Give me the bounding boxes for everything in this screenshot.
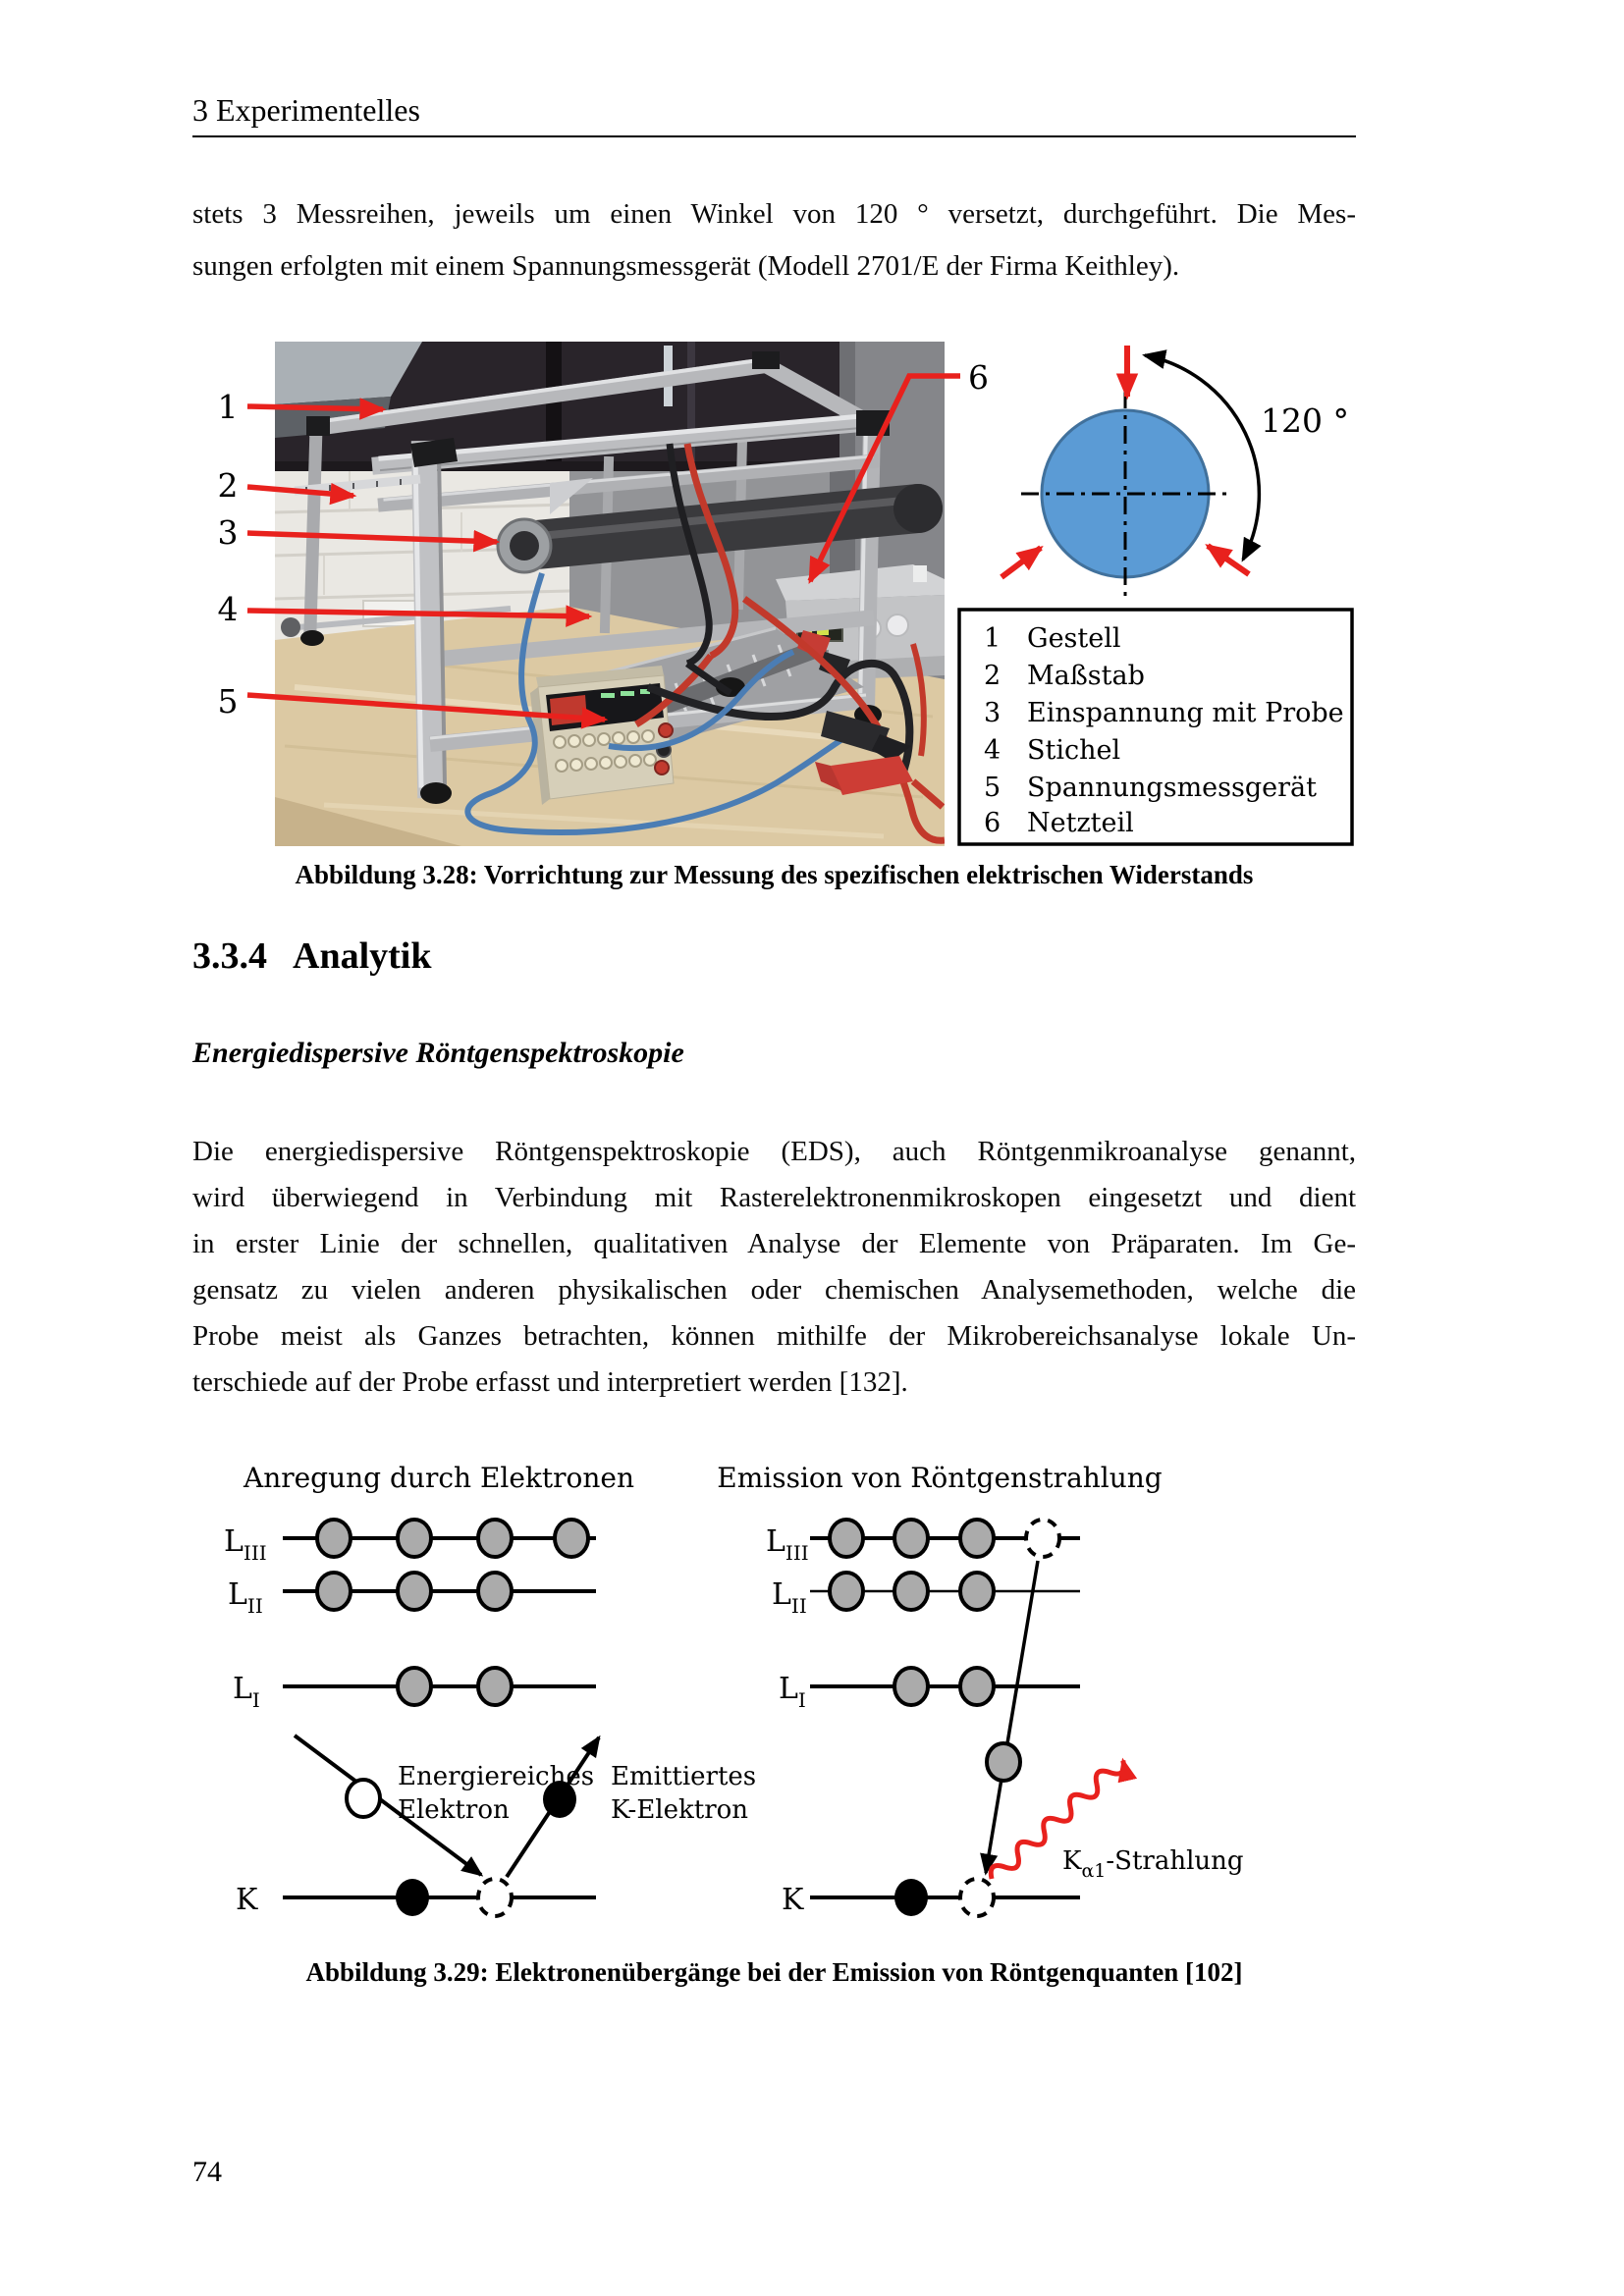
panel-right-title: Emission von Röntgenstrahlung [717,1462,1163,1494]
probe-arrow-right [1208,546,1249,574]
paragraph-2-line: wird überwiegend in Verbindung mit Rasterelektronenmikroskopen eingesetzt und dient [192,1182,1356,1213]
legend-num: 4 [984,735,1001,766]
section-number: 3.3.4 [192,935,267,977]
pointer-label-2: 2 [217,466,239,505]
keithley-badge [550,695,587,725]
incoming-label-1: Energiereiches [398,1762,595,1791]
level-label-LIII: $L_{III}$ [224,1524,267,1565]
paragraph-2-line: Die energiedispersive Röntgenspektroskopie (EDS), auch Röntgenmikroanalyse genannt, [192,1136,1356,1167]
legend-label: Netzteil [1027,808,1134,838]
level-label-LII-r: $L_{II}$ [772,1577,807,1618]
page-header: 3 Experimentelles [192,92,420,128]
electrons-left [317,1520,588,1705]
paragraph-2-line: Probe meist als Ganzes betrachten, können mithilfe der Mikrobereichsanalyse lokale Un- [192,1320,1356,1352]
panel-left-title: Anregung durch Elektronen [243,1462,635,1494]
figure-3-29 [147,1443,1424,1953]
panel-excitation [224,1462,756,1917]
header-rule [192,135,1356,137]
k-electron-left [396,1879,429,1916]
paragraph-1-line: sungen erfolgten mit einem Spannungsmessgerät (Modell 2701/E der Firma Keithley). [192,250,1180,282]
rotation-schematic [1001,346,1349,597]
apparatus-photo [275,342,945,846]
figure-3-29-caption: Abbildung 3.29: Elektronenübergänge bei der Emission von Röntgenquanten [102] [305,1957,1243,1987]
pointer-label-6: 6 [968,358,989,397]
paragraph-2-line: terschiede auf der Probe erfasst und interpretiert werden [132]. [192,1366,908,1398]
transition-electron [987,1743,1020,1781]
paragraph-2-line: in erster Linie der schnellen, qualitativen Analyse der Elemente von Präparaten. Im Ge- [192,1228,1356,1259]
probe-arrow-left [1001,548,1041,577]
k-electron-right [894,1879,928,1916]
level-label-LI-r: $L_I$ [779,1672,806,1712]
emitted-label-1: Emittiertes [611,1762,757,1791]
pointer-label-5: 5 [217,682,239,721]
emitted-label-2: K-Elektron [611,1795,749,1825]
pointer-label-3: 3 [217,513,239,552]
level-label-LI: $L_I$ [233,1672,260,1712]
angle-label: 120 ° [1261,401,1349,440]
legend-num: 5 [984,773,1001,803]
legend-label: Spannungsmessgerät [1027,773,1317,803]
pointer-label-1: 1 [217,388,239,426]
figure-3-28-caption: Abbildung 3.28: Vorrichtung zur Messung des spezifischen elektrischen Widerstands [295,860,1254,889]
level-label-LIII-r: $L_{III}$ [766,1524,809,1565]
level-label-K: K [236,1883,258,1917]
radiation-label: $K_{\alpha 1}$-Strahlung [1062,1846,1244,1882]
paragraph-2-line: gensatz zu vielen anderen physikalischen oder chemischen Analysemethoden, welche die [192,1274,1356,1306]
subsection-heading: Energiedispersive Röntgenspektroskopie [192,1037,684,1069]
k-vacancy-right [960,1879,994,1916]
electrons-right [830,1520,994,1705]
l3-vacancy [1026,1520,1059,1557]
paragraph-1-line: stets 3 Messreihen, jeweils um einen Winkel von 120 ° versetzt, durchgeführt. Die Mes- [192,198,1356,230]
section-heading [192,934,431,978]
legend-num: 6 [984,808,1001,838]
section-title: Analytik [293,935,432,977]
paragraph-1 [192,188,1356,293]
legend-label: Gestell [1027,623,1121,654]
incoming-electron [347,1780,380,1817]
page-number: 74 [192,2156,222,2188]
k-vacancy-left [478,1879,512,1916]
figure-legend [959,610,1352,844]
incoming-label-2: Elektron [398,1795,510,1825]
arrow-1 [247,406,383,409]
panel-emission [717,1462,1243,1917]
legend-num: 1 [984,623,1001,654]
paragraph-2 [192,1129,1356,1406]
level-label-K-r: K [782,1883,804,1917]
level-label-LII: $L_{II}$ [228,1577,263,1618]
pointer-label-4: 4 [217,590,239,628]
legend-label: Maßstab [1027,661,1145,691]
legend-label: Stichel [1027,735,1121,766]
psu-knob [887,614,908,636]
legend-num: 2 [984,661,1001,691]
legend-label: Einspannung mit Probe [1027,698,1344,728]
figure-3-28 [147,324,1424,874]
legend-num: 3 [984,698,1001,728]
transition-arrow [986,1561,1038,1873]
